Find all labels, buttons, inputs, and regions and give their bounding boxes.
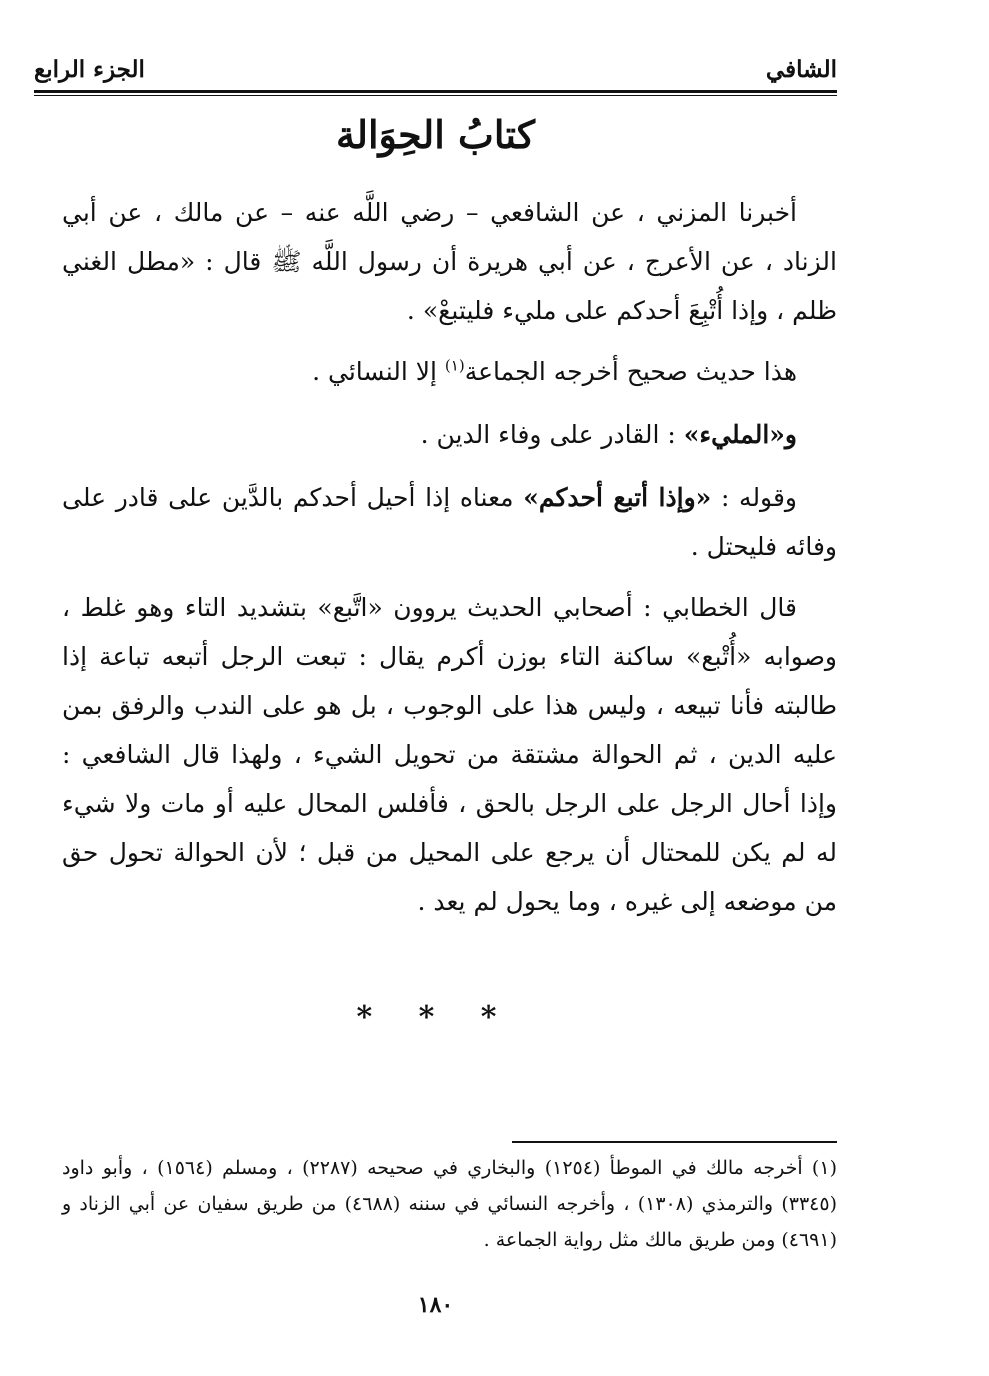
header-rule-thin: [34, 95, 837, 96]
header-rule-thick: [34, 90, 837, 93]
footnote-1: (١) أخرجه مالك في الموطأ (١٢٥٤) والبخاري في صحيحه (٢٢٨٧) ، ومسلم (١٥٦٤) ، وأبو داود (٣٣٤٥) والترمذي (١٣٠٨) ، وأخرجه النسائي في سننه (٤٦٨٨) من طريق سفيان عن أبي الزناد و (٤٦٩١) ومن طريق مالك مثل رواية الجماعة .: [62, 1157, 838, 1251]
running-header: [34, 52, 837, 90]
header-volume-label: الجزء الرابع: [34, 56, 145, 83]
paragraph-grading: [62, 347, 837, 396]
footnotes: [62, 1150, 837, 1258]
explanation-text: معناه إذا أحيل أحدكم بالدَّين على قادر على وفائه فليحتل .: [62, 483, 837, 561]
quoted-phrase: «وإذا أتبع أحدكم»: [523, 483, 712, 512]
definition-text: : القادر على وفاء الدين .: [420, 420, 684, 449]
paragraph-khattabi: قال الخطابي : أصحابي الحديث يروون «اتَّبع» بتشديد التاء وهو غلط ، وصوابه «أُتْبع» ساكنة التاء بوزن أكرم يقال : تبعت الرجل أتبعه تباعة إذا طالبته فأنا تبيعه ، وليس هذا على الوجوب ، بل هو على الندب والرفق بمن عليه الدين ، ثم الحوالة مشتقة من تحويل الشيء ، ولهذا قال الشافعي : وإذا أحال الرجل على الرجل بالحق ، فأفلس المحال عليه أو مات ولا شيء له لم يكن للمحتال أن يرجع على المحيل من قبل ؛ لأن الحوالة تحول حق من موضعه إلى غيره ، وما يحول لم يعد .: [62, 593, 837, 916]
defined-term: و«المليء»: [683, 420, 797, 449]
header-book-title: الشافي: [765, 56, 837, 83]
footnote-marker: (١): [444, 356, 465, 375]
page-number: ١٨٠: [417, 1292, 454, 1318]
chapter-title: كتابُ الحِوَالة: [336, 112, 535, 157]
grading-text: هذا حديث صحيح أخرجه الجماعة: [464, 357, 797, 386]
section-separator: * * *: [356, 1000, 515, 1035]
footnote-rule: [512, 1141, 837, 1143]
paragraph-definition: [62, 410, 837, 459]
main-text: [62, 188, 837, 938]
paragraph-hadith: أخبرنا المزني ، عن الشافعي – رضي اللَّه عنه – عن مالك ، عن أبي الزناد ، عن الأعرج ، عن أبي هريرة أن رسول اللَّه ﷺ قال : «مطل الغني ظلم ، وإذا أُتْبِعَ أحدكم على مليء فليتبعْ» .: [62, 198, 837, 325]
explanation-lead: وقوله :: [711, 483, 797, 512]
grading-text-end: إلا النسائي .: [312, 357, 445, 386]
paragraph-explanation: [62, 473, 837, 571]
